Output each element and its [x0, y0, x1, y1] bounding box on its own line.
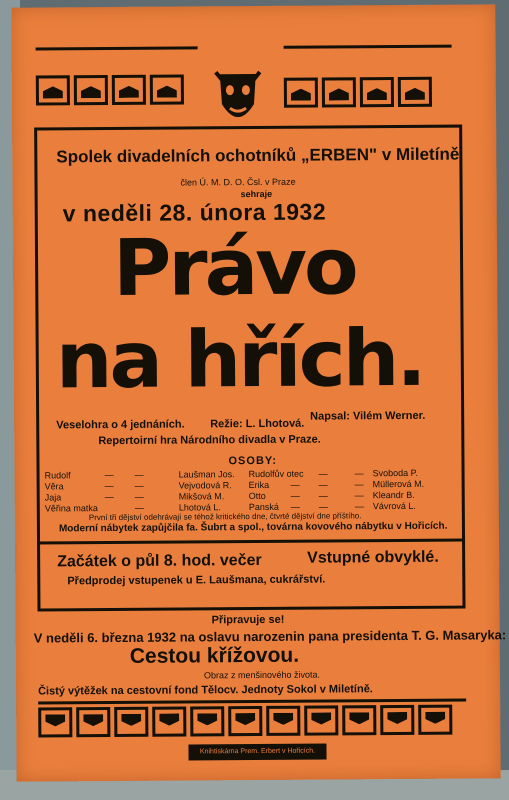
- director: Režie: L. Lhotová.: [210, 417, 305, 431]
- profit-note: Čistý výtěžek na cestovní fond Tělocv. Jednoty Sokol v Miletíně.: [38, 683, 373, 698]
- cast-dash: —: [318, 468, 328, 479]
- cast-dash: —: [104, 480, 114, 492]
- performance-date: v neděli 28. února 1932: [62, 198, 327, 227]
- bottom-rule: [38, 699, 466, 705]
- bottom-ornament: [38, 705, 452, 738]
- cast-actor: Vávrová L.: [372, 500, 416, 512]
- printer-imprint: Knihtiskárna Prem. Erbert v Hořicích.: [188, 744, 326, 761]
- cast-role: Panská: [248, 501, 279, 513]
- cast-dash: —: [318, 501, 328, 512]
- cast-dash: —: [318, 490, 328, 501]
- author: Napsal: Vilém Werner.: [310, 409, 426, 423]
- cast-actor: Svoboda P.: [372, 467, 418, 479]
- sehraje-label: sehraje: [240, 188, 273, 200]
- top-right-rule: [284, 45, 452, 49]
- theatre-poster: [11, 4, 507, 781]
- prepares-label: Připravuje se!: [211, 613, 285, 627]
- cast-dash: —: [290, 479, 300, 490]
- cast-dash: —: [134, 491, 144, 502]
- cast-role: Erika: [248, 479, 270, 491]
- next-date: V neděli 6. března 1932 na oslavu narozenin pana presidenta T. G. Masaryka:: [33, 627, 507, 646]
- play-title-line2: na hřích.: [55, 313, 424, 407]
- cast-dash: —: [354, 468, 364, 479]
- cast-actor: Laušman Jos.: [178, 469, 235, 480]
- cast-actor: Lhotová L.: [178, 502, 221, 513]
- repertoire-note: Repertoirní hra Národního divadla v Praze.: [98, 433, 321, 448]
- cast-heading: OSOBY:: [228, 454, 278, 468]
- cast-role: Rudolfův otec: [248, 468, 304, 480]
- cast-dash: —: [104, 491, 114, 503]
- society-name: Spolek divadelních ochotníků „ERBEN" v Miletíně: [56, 144, 460, 167]
- cast-dash: —: [104, 469, 114, 481]
- top-right-ornament: [284, 77, 432, 108]
- cast-dash: —: [354, 501, 364, 512]
- presale-note: Předprodej vstupenek u E. Laušmana, cukrářství.: [67, 573, 326, 588]
- cast-dash: —: [354, 479, 364, 490]
- furniture-note: Moderní nábytek zapůjčila fa. Šubrt a spol., továrna kovového nábytku v Hořicích.: [58, 520, 448, 535]
- top-left-ornament: [36, 74, 184, 105]
- cast-actor: Mikšová M.: [178, 491, 225, 502]
- start-time: Začátek o půl 8. hod. večer: [57, 551, 262, 571]
- cast-role: Otto: [248, 490, 266, 502]
- admission: Vstupné obvyklé.: [307, 548, 439, 567]
- next-title: Cestou křížovou.: [129, 643, 300, 668]
- cast-role: Věra: [44, 481, 64, 492]
- cast-dash: —: [134, 502, 144, 513]
- top-left-rule: [36, 46, 198, 50]
- genre: Veselohra o 4 jednáních.: [56, 418, 185, 432]
- cast-role: Rudolf: [44, 470, 71, 481]
- cast-dash: —: [134, 480, 144, 491]
- member-note: člen Ú. M. D. O. Čsl. v Praze: [180, 176, 296, 188]
- cast-role: Věřina matka: [44, 503, 98, 514]
- cast-actor: Müllerová M.: [372, 478, 425, 490]
- play-title-line1: Právo: [112, 222, 356, 314]
- cast-dash: —: [290, 490, 300, 501]
- cast-dash: —: [354, 490, 364, 501]
- theatre-mask-icon: [214, 68, 262, 134]
- next-subtitle: Obraz z menšinového života.: [203, 669, 321, 681]
- cast-dash: —: [134, 469, 144, 480]
- cast-dash: —: [290, 501, 300, 512]
- cast-dash: —: [318, 479, 328, 490]
- cast-actor: Kleandr B.: [372, 489, 415, 501]
- cast-actor: Vejvodová R.: [178, 480, 232, 491]
- cast-role: Jaja: [44, 492, 62, 503]
- acts-note: První tři dějství odehrávají se téhož kritického dne, čtvrté dějství dne příštího.: [88, 511, 362, 523]
